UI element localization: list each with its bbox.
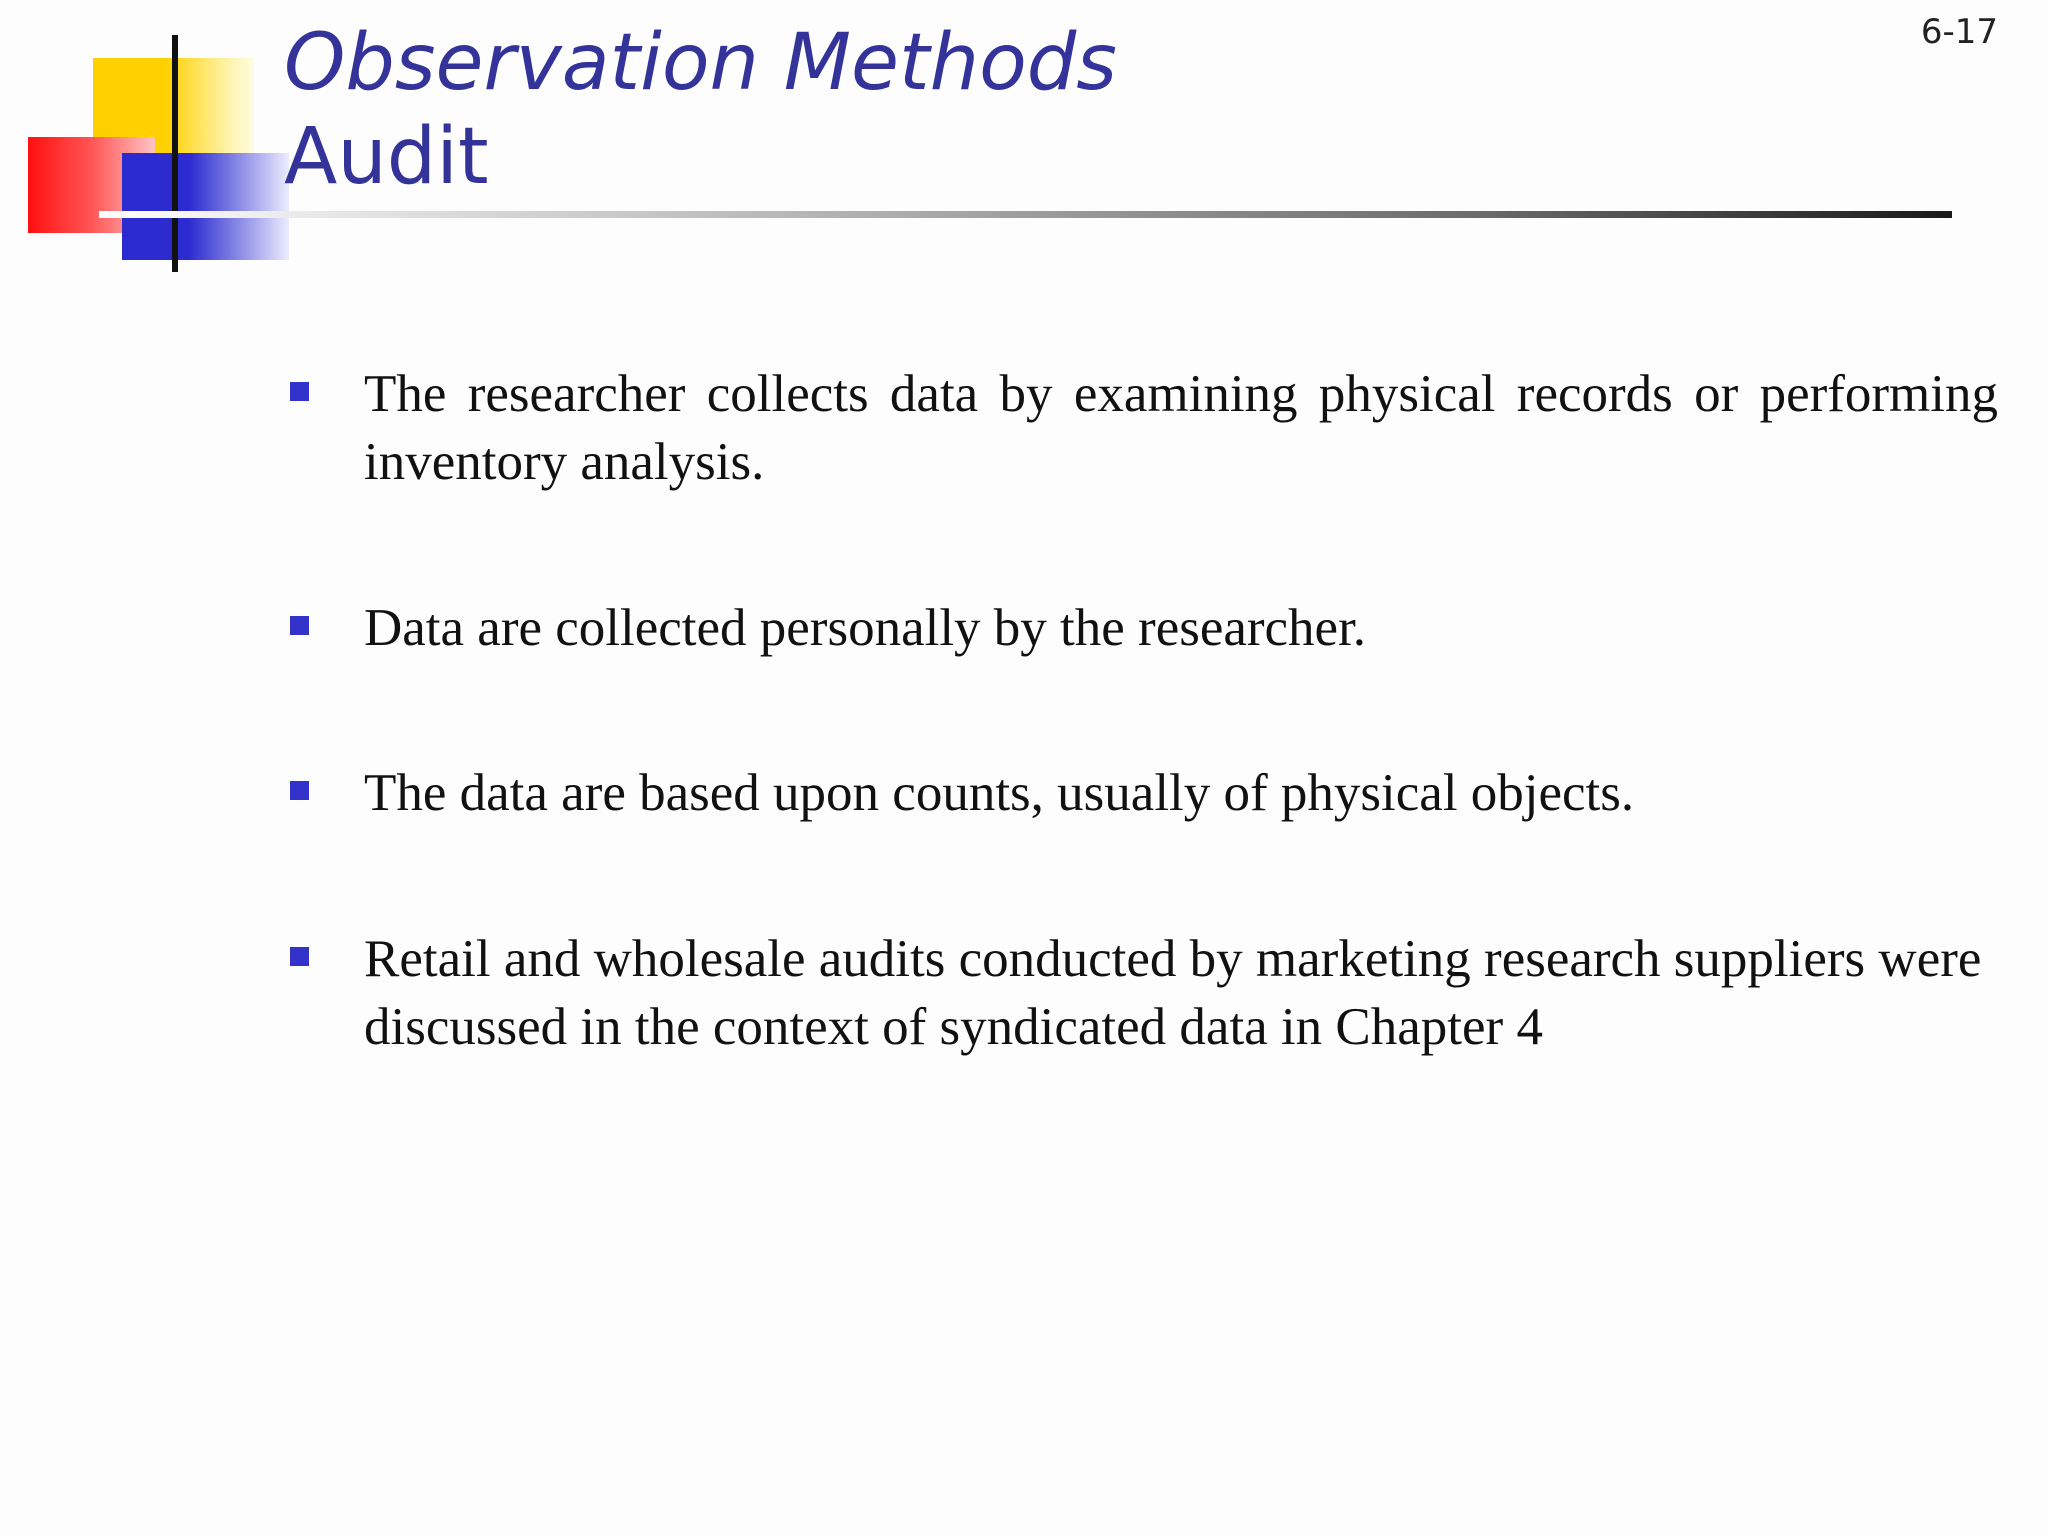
decor-blue-square <box>122 153 289 260</box>
bullet-item <box>288 594 1998 662</box>
square-bullet-icon <box>290 947 309 966</box>
decor-vertical-line <box>172 35 178 272</box>
square-bullet-icon <box>290 616 309 635</box>
slide-title <box>284 16 1117 204</box>
title-underline <box>99 211 1952 218</box>
slide-title-line2: Audit <box>284 112 489 202</box>
bullet-text: The researcher collects data by examining physical records or performing inventory analysis. <box>364 365 1998 491</box>
bullet-list <box>288 360 1998 1061</box>
bullet-item <box>288 925 1998 1061</box>
square-bullet-icon <box>290 382 309 401</box>
bullet-text: The data are based upon counts, usually of physical objects. <box>364 764 1635 822</box>
bullet-text: Retail and wholesale audits conducted by marketing research suppliers were discussed in the context of syndicated data in Chapter 4 <box>364 930 1982 1056</box>
bullet-item <box>288 360 1998 496</box>
square-bullet-icon <box>290 781 309 800</box>
slide-title-line1: Observation Methods <box>284 18 1117 108</box>
bullet-text: Data are collected personally by the researcher. <box>364 599 1367 657</box>
slide-number: 6-17 <box>1920 12 1998 52</box>
bullet-item <box>288 759 1998 827</box>
